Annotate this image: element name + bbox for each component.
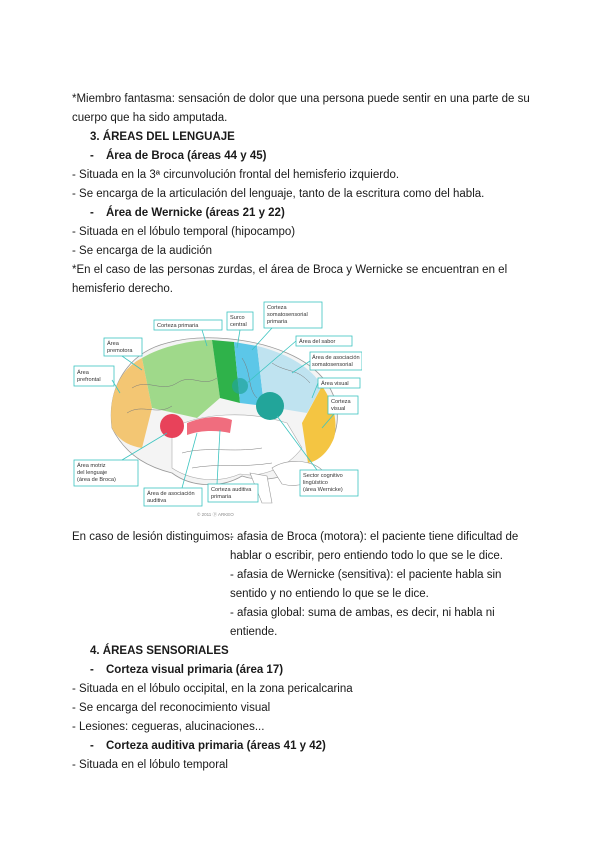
lesion-item: - afasia global: suma de ambas, es decir, ni habla ni	[230, 607, 495, 619]
label-box	[74, 366, 114, 386]
subheading-corteza-auditiva-text: Corteza auditiva primaria (áreas 41 y 42)	[106, 740, 326, 752]
label-corteza-visual-2: visual	[331, 406, 346, 412]
note-miembro-fantasma-cont: cuerpo que ha sido amputada.	[72, 112, 228, 124]
auditory-location: - Situada en el lóbulo temporal	[72, 759, 228, 771]
label-sector-cognitivo: Sector cognitivo	[303, 473, 343, 479]
subheading-broca-text: Área de Broca (áreas 44 y 45)	[106, 150, 267, 162]
label-premotora-2: premotora	[107, 348, 133, 354]
broca-location: - Situada en la 3ª circunvolución frontal del hemisferio izquierdo.	[72, 169, 400, 181]
label-prefrontal: Área	[77, 370, 89, 376]
bullet: -	[90, 740, 94, 752]
brain-diagram	[72, 298, 362, 520]
subheading-corteza-auditiva	[90, 739, 326, 753]
label-asoc-somato-2: somatosensorial	[312, 362, 353, 368]
label-sector-cognitivo-2: lingüístico	[303, 480, 328, 486]
section-heading-sensoriales: 4. ÁREAS SENSORIALES	[90, 645, 229, 657]
label-asoc-somato: Área de asociación	[312, 355, 360, 361]
lesion-item: entiende.	[230, 626, 278, 638]
label-somatosensorial-3: primaria	[267, 319, 288, 325]
section-heading-lenguaje: 3. ÁREAS DEL LENGUAJE	[90, 131, 235, 143]
subheading-wernicke	[90, 206, 285, 220]
bullet: -	[90, 664, 94, 676]
wernicke-location: - Situada en el lóbulo temporal (hipocampo)	[72, 226, 296, 238]
label-somatosensorial: Corteza	[267, 305, 287, 311]
taste-area	[232, 378, 248, 394]
label-somatosensorial-2: somatosensorial	[267, 312, 308, 318]
note-zurdos: *En el caso de las personas zurdas, el área de Broca y Wernicke se encuentran en el	[72, 264, 508, 276]
label-asoc-auditiva: Área de asociación	[147, 491, 195, 497]
lesion-item: - afasia de Wernicke (sensitiva): el paciente habla sin	[230, 569, 502, 581]
label-premotora: Área	[107, 341, 119, 347]
label-corteza-auditiva-2: primaria	[211, 494, 232, 500]
visual-function: - Se encarga del reconocimiento visual	[72, 702, 271, 714]
label-surco-central-2: central	[230, 322, 247, 328]
bullet: -	[90, 150, 94, 162]
label-sector-cognitivo-3: (área Wernicke)	[303, 487, 343, 493]
lesion-item: hablar o escribir, pero entiendo todo lo que se le dice.	[230, 550, 503, 562]
wernicke-function: - Se encarga de la audición	[72, 245, 213, 257]
label-motriz-3: (área de Broca)	[77, 477, 116, 483]
subheading-broca	[90, 149, 266, 163]
label-asoc-auditiva-2: auditiva	[147, 498, 167, 504]
label-area-visual: Área visual	[321, 381, 349, 387]
bullet: -	[90, 207, 94, 219]
broca-area	[160, 414, 184, 438]
note-zurdos-cont: hemisferio derecho.	[72, 283, 173, 295]
note-miembro-fantasma: *Miembro fantasma: sensación de dolor que una persona puede sentir en una parte de su	[72, 93, 530, 105]
label-motriz: Área motriz	[77, 463, 106, 469]
lesion-intro: En caso de lesión distinguimos:	[72, 531, 234, 543]
label-prefrontal-2: prefrontal	[77, 377, 101, 383]
subheading-corteza-visual-text: Corteza visual primaria (área 17)	[106, 664, 284, 676]
broca-function: - Se encarga de la articulación del lenguaje, tanto de la escritura como del habla.	[72, 188, 485, 200]
visual-location: - Situada en el lóbulo occipital, en la zona pericalcarina	[72, 683, 353, 695]
label-corteza-auditiva: Corteza auditiva	[211, 487, 252, 493]
lesion-item: sentido y no entiendo lo que se le dice.	[230, 588, 429, 600]
label-del-sabor: Área del sabor	[299, 339, 336, 345]
subheading-wernicke-text: Área de Wernicke (áreas 21 y 22)	[106, 207, 285, 219]
label-corteza-visual: Corteza	[331, 399, 351, 405]
subheading-corteza-visual	[90, 663, 283, 677]
lesion-item: - afasia de Broca (motora): el paciente tiene dificultad de	[230, 531, 519, 543]
label-motriz-2: del lenguaje	[77, 470, 108, 476]
visual-lesions: - Lesiones: cegueras, alucinaciones...	[72, 721, 265, 733]
copyright-text: © 2011 ⓟ ARKEO	[197, 512, 234, 517]
label-surco-central: Surco	[230, 315, 245, 321]
wernicke-area	[256, 392, 284, 420]
label-corteza-primaria: Corteza primaria	[157, 323, 199, 329]
